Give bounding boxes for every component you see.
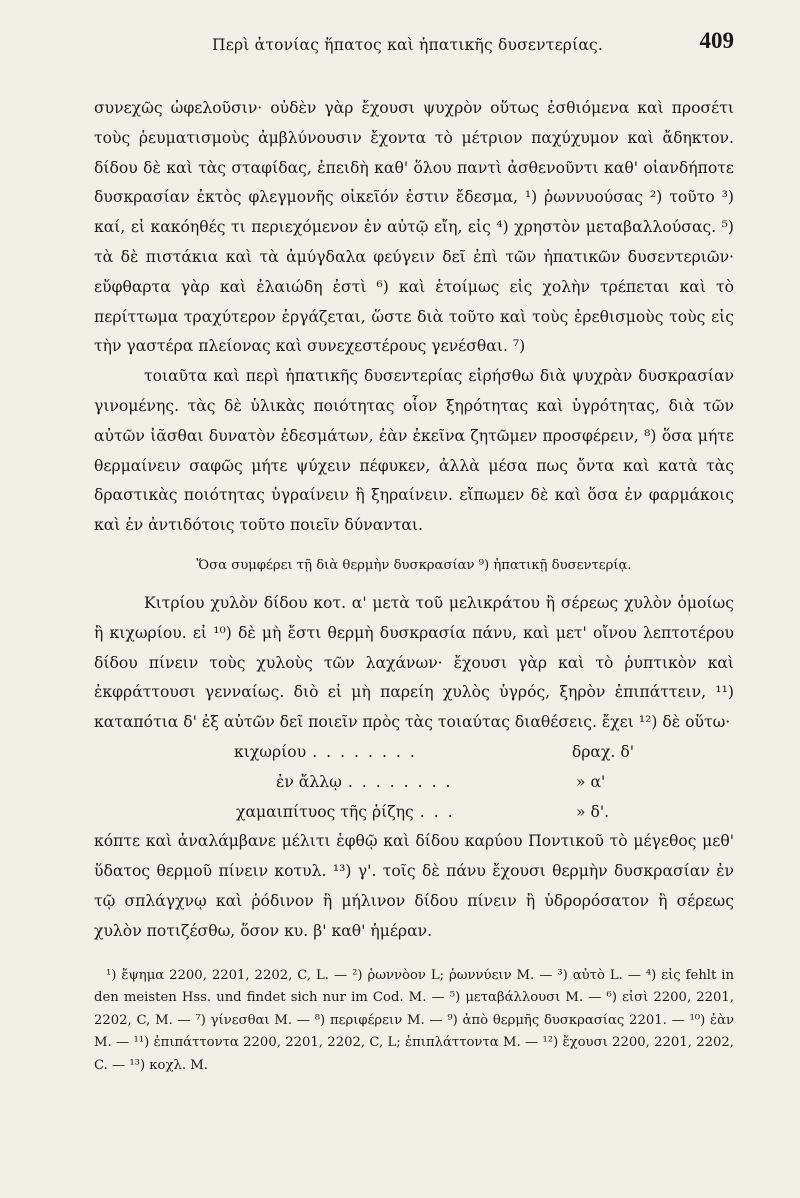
recipe-row bbox=[194, 768, 634, 798]
paragraph-3: Κιτρίου χυλὸν δίδου κοτ. α' μετὰ τοῦ μελικράτου ἢ σέρεως χυλὸν ὁμοίως ἢ κιχωρίου. εἰ ¹⁰) δὲ μὴ ἔστι θερμὴ δυσκρασία πάνυ, καὶ μετ' οἴνου λεπτοτέρου δίδου πίνειν τοὺς χυλοὺς τῶν λαχάνων· ἔχουσι γὰρ καὶ τὸ ῥυπτικὸν καὶ ἐκφράττουσι γενναίως. διὸ εἰ μὴ παρείη χυλὸς ὑγρός, ξηρὸν ἐπιπάττειν, ¹¹) καταπότια δ' ἐξ αὐτῶν δεῖ ποιεῖν πρὸς τὰς τοιαύτας διαθέσεις. ἔχει ¹²) δὲ οὕτω· bbox=[94, 593, 734, 732]
paragraph-1: συνεχῶς ὠφελοῦσιν· οὐδὲν γὰρ ἔχουσι ψυχρὸν οὕτως ἐσθιόμενα καὶ προσέτι τοὺς ῥευματισμοὺς ἀμβλύνουσιν ἔχοντα τὸ μέτριον παχύχυμον καὶ ἄδηκτον. δίδου δὲ καὶ τὰς σταφίδας, ἐπειδὴ καθ' ὅλου παντὶ ἀσθενοῦντι καθ' οἱανδήποτε δυσκρασίαν ἐκτὸς φλεγμονῆς οἰκεῖόν ἐστιν ἔδεσμα, ¹) ῥωννυούσας ²) τοῦτο ³) καί, εἰ κακόηθές τι περιεχόμενον ἐν αὐτῷ εἴη, εἰς ⁴) χρηστὸν μεταβαλλούσας. ⁵) τὰ δὲ πιστάκια καὶ τὰ ἀμύγδαλα φεύγειν δεῖ ἐπὶ τῶν ἡπατικῶν δυσεντεριῶν· εὔφθαρτα γὰρ καὶ ἐλαιώδη ἐστὶ ⁶) καὶ ἑτοίμως εἰς χολὴν τρέπεται καὶ τὸ περίττωμα τραχύτερον ἐργάζεται, ὥστε διὰ τοῦτο καὶ τοὺς ἐρεθισμοὺς τοὺς εἰς τὴν γαστέρα πλείονας καὶ συνεχεστέρους γενέσθαι. ⁷) bbox=[94, 99, 734, 356]
ingredient-name: κιχωρίου bbox=[234, 742, 307, 761]
recipe-list bbox=[194, 738, 634, 827]
recipe-row bbox=[194, 738, 634, 768]
footnotes bbox=[94, 959, 734, 1078]
ingredient-quantity: » α' bbox=[576, 772, 606, 791]
footnote-text: ¹) ἔψημα 2200, 2201, 2202, C, L. — ²) ῥωννὸον L; ῥωννύειν M. — ³) αὐτὸ L. — ⁴) εἰς fehlt in den meisten Hss. und findet sich nur im Cod. M. — ⁵) μεταβάλλουσι M. — ⁶) εἰσὶ 2200, 2201, 2202, C, M. — ⁷) γίνεσθαι M. — ⁸) περιφέρειν M. — ⁹) ἀπὸ θερμῆς δυσκρασίας 2201. — ¹⁰) ἐὰν M. — ¹¹) ἐπιπάττοντα 2200, 2201, 2202, C, L; ἐπιπλάττοντα M. — ¹²) ἔχουσι 2200, 2201, 2202, C. — ¹³) κοχλ. M. bbox=[94, 967, 734, 1073]
recipe-row bbox=[194, 798, 634, 828]
ingredient-quantity: δραχ. δ' bbox=[571, 742, 634, 761]
leader-dots: ... bbox=[419, 802, 462, 821]
leader-dots: ........ bbox=[312, 742, 424, 761]
ingredient-name: χαμαιπίτυος τῆς ῥίζης bbox=[236, 802, 414, 821]
running-head bbox=[94, 28, 734, 68]
section-heading: Ὅσα συμφέρει τῇ διὰ θερμὴν δυσκρασίαν ⁹) ἡπατικῇ δυσεντερίᾳ. bbox=[196, 557, 632, 573]
ingredient-quantity: » δ'. bbox=[576, 802, 610, 821]
leader-dots: ........ bbox=[347, 772, 460, 791]
main-text bbox=[94, 94, 734, 947]
ingredient-name: ἐν ἄλλῳ bbox=[276, 772, 342, 791]
paragraph-2: τοιαῦτα καὶ περὶ ἡπατικῆς δυσεντερίας εἰρήσθω διὰ ψυχρὰν δυσκρασίαν γινομένης. τὰς δὲ ὑλικὰς ποιότητας οἷον ξηρότητας καὶ ὑγρότητας, διὰ τῶν αὐτῶν ἰᾶσθαι δυνατὸν ἐδεσμάτων, ἐὰν ἐκεῖνα ζητῶμεν προσφέρειν, ⁸) ὅσα μήτε θερμαίνειν σαφῶς μήτε ψύχειν πέφυκεν, ἀλλὰ μέσα πως ὄντα καὶ κατὰ τὰς δραστικὰς ποιότητας ὑγραίνειν ἢ ξηραίνειν. εἴπωμεν δὲ καὶ ὅσα ἐν φαρμάκοις καὶ ἐν ἀντιδότοις τοῦτο ποιεῖν δύνανται. bbox=[94, 367, 734, 535]
page-number: 409 bbox=[699, 28, 734, 53]
running-title: Περὶ ἀτονίας ἥπατος καὶ ἡπατικῆς δυσεντερίας. bbox=[212, 36, 604, 54]
paragraph-4: κόπτε καὶ ἀναλάμβανε μέλιτι ἑφθῷ καὶ δίδου καρύου Ποντικοῦ τὸ μέγεθος μεθ' ὕδατος θερμοῦ πίνειν κοτυλ. ¹³) γ'. τοῖς δὲ πάνυ ἔχουσι θερμὴν δυσκρασίαν ἐν τῷ σπλάγχνῳ καὶ ῥόδινον ἢ μήλινον δίδου πίνειν ἢ ὑδρορόσατον ἢ σέρεως χυλὸν ποτιζέσθω, ὅσον κυ. β' καθ' ἡμέραν. bbox=[94, 832, 734, 940]
